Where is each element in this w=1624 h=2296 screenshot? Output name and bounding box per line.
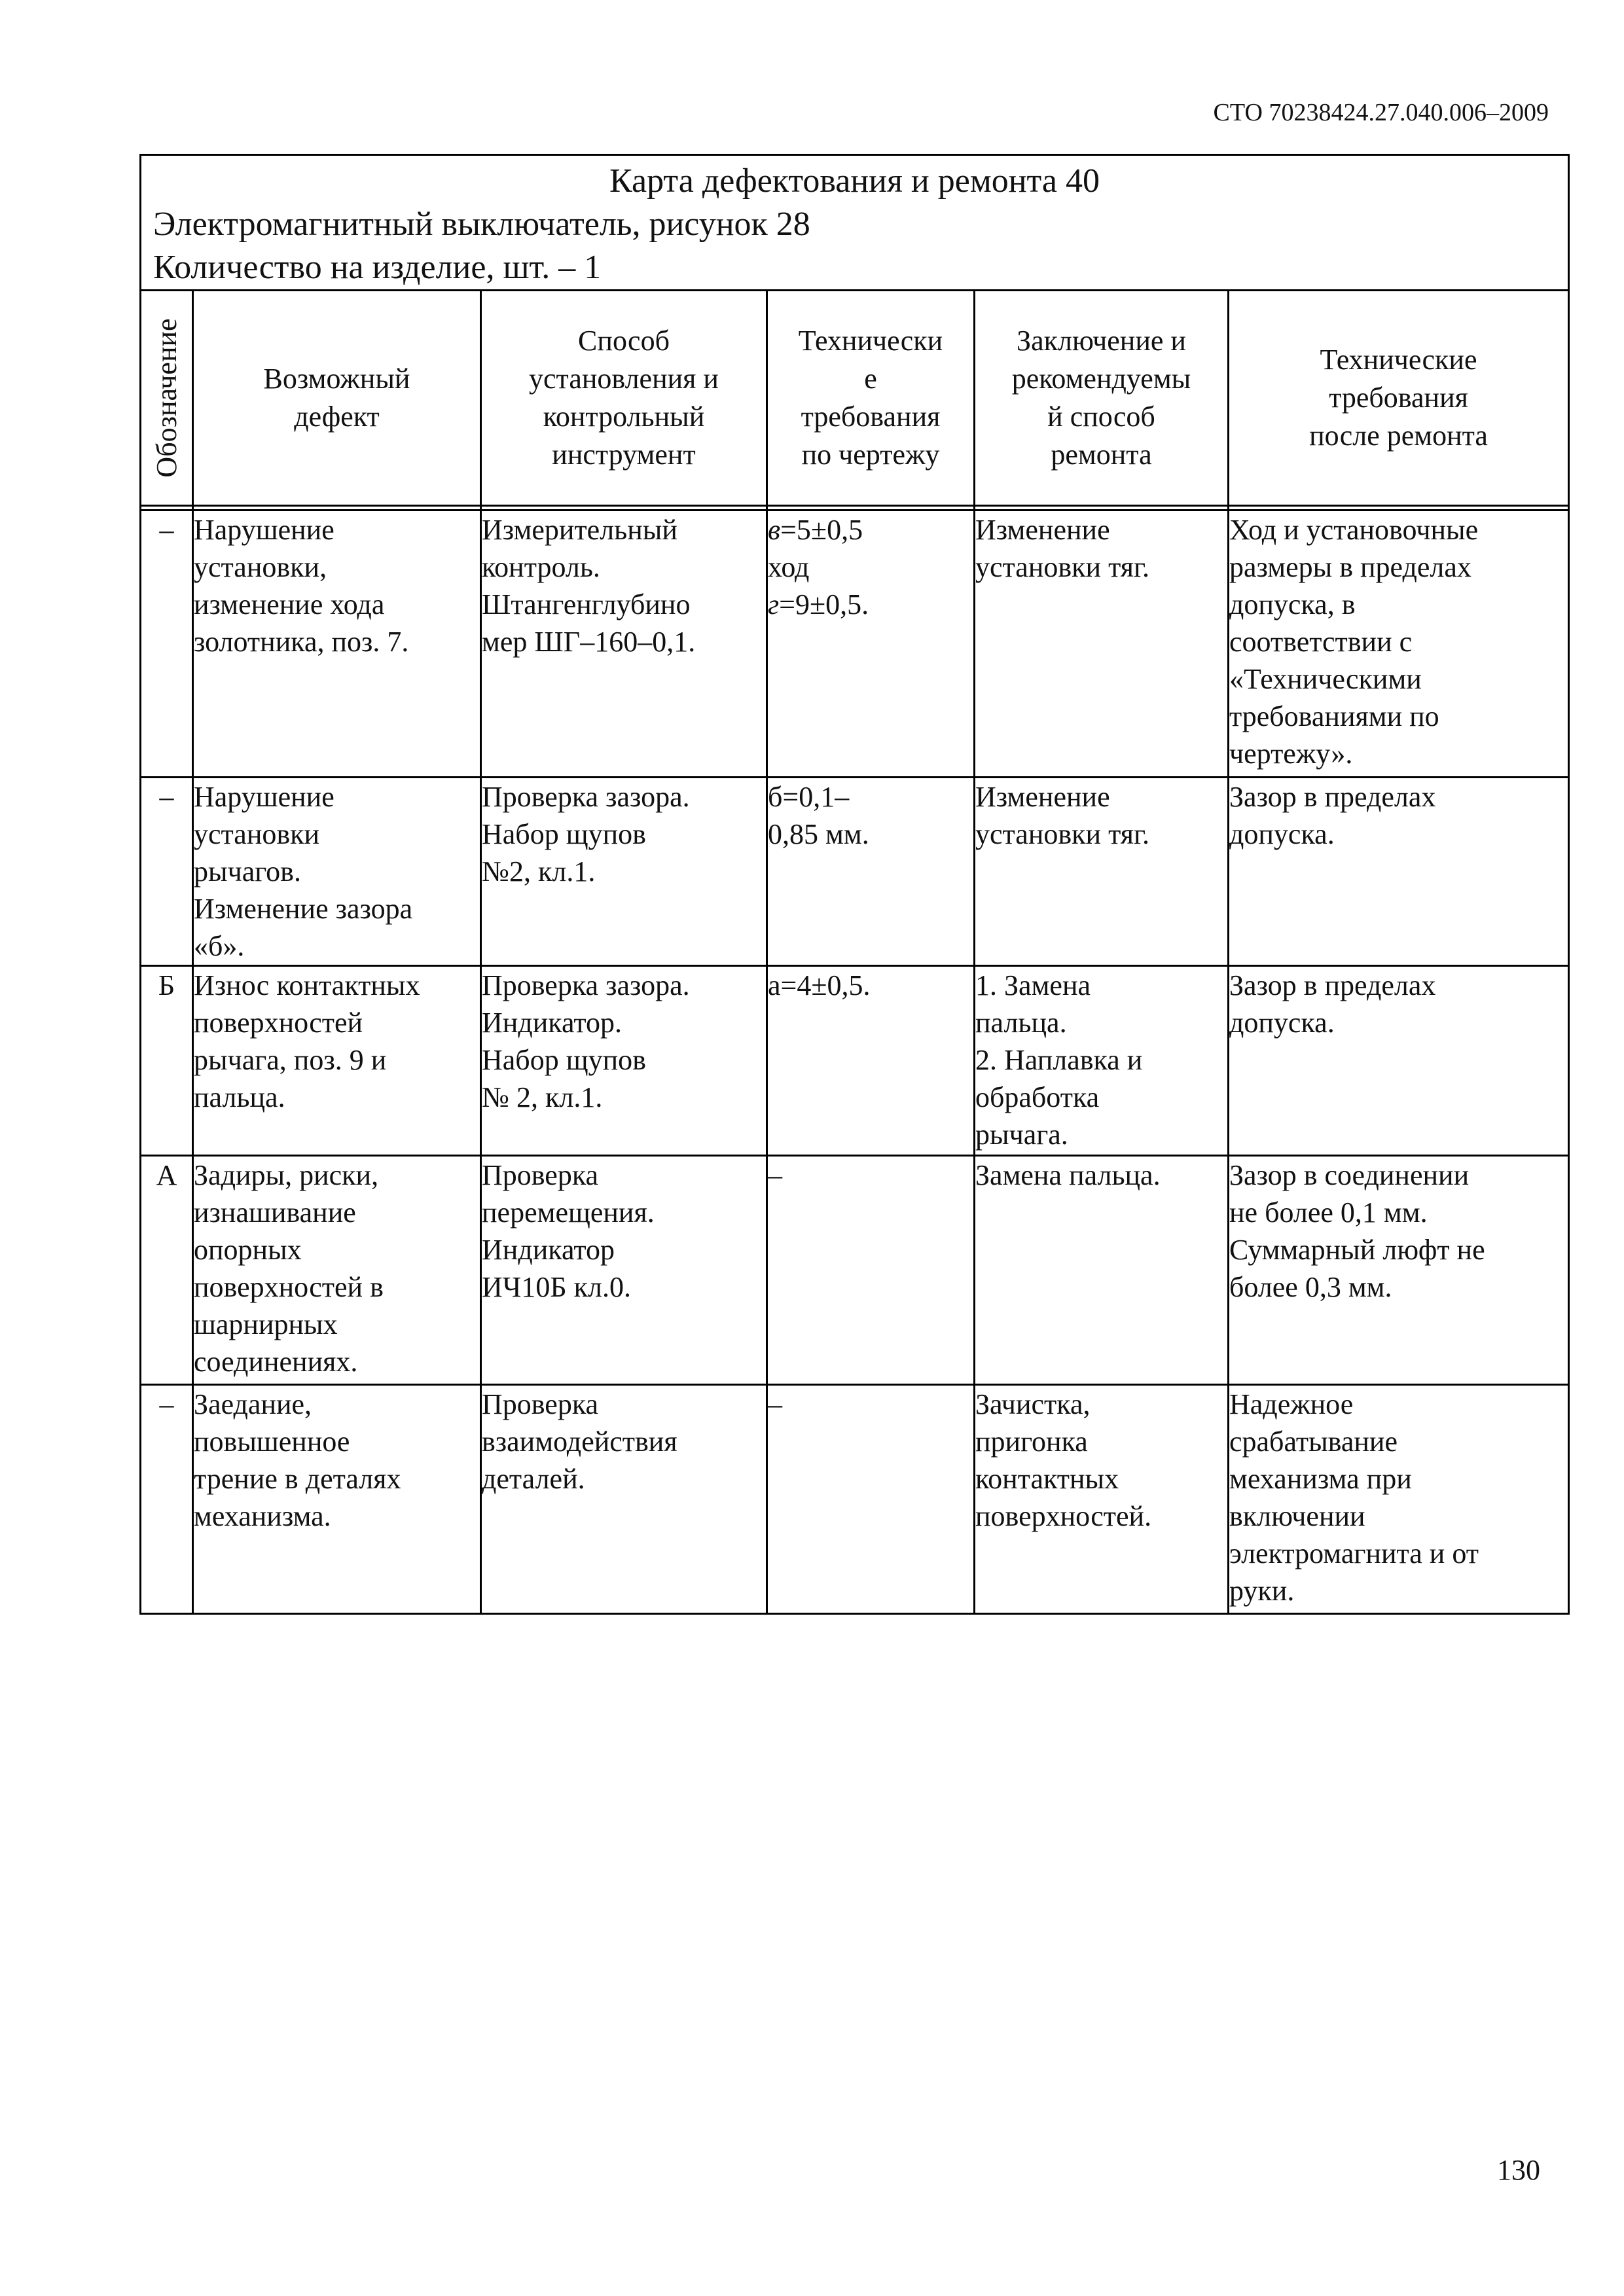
column-header-defect bbox=[193, 291, 481, 506]
header-line: требования bbox=[1329, 382, 1468, 414]
table-row bbox=[141, 778, 1569, 966]
cell-line: более 0,3 мм. bbox=[1229, 1271, 1392, 1303]
header-separator bbox=[141, 506, 1569, 511]
cell-line: Индикатор. bbox=[482, 1007, 623, 1039]
cell-line: Проверка bbox=[482, 1159, 599, 1191]
cell-line: Нарушение bbox=[194, 514, 334, 546]
card-title-block bbox=[141, 155, 1569, 291]
table-row bbox=[141, 966, 1569, 1156]
cell-line: Заедание, bbox=[194, 1388, 312, 1420]
cell-line: Надежное bbox=[1229, 1388, 1354, 1420]
row-defect-cell bbox=[193, 966, 481, 1156]
header-line: контрольный bbox=[543, 401, 705, 433]
header-line: Возможный bbox=[263, 363, 410, 395]
cell-line: допуска. bbox=[1229, 1007, 1335, 1039]
cell-line: мер ШГ–160–0,1. bbox=[482, 626, 696, 658]
header-line: дефект bbox=[294, 401, 380, 433]
cell-line: в=5±0,5 bbox=[768, 514, 863, 546]
cell-line: ход bbox=[768, 551, 810, 583]
cell-line: «б». bbox=[194, 930, 245, 962]
row-conclusion-cell bbox=[975, 1385, 1229, 1614]
row-method-cell bbox=[481, 778, 767, 966]
cell-line: №2, кл.1. bbox=[482, 855, 596, 888]
row-after-repair-cell bbox=[1229, 778, 1569, 966]
cell-line: перемещения. bbox=[482, 1196, 655, 1229]
cell-line: Зазор в пределах bbox=[1229, 969, 1436, 1001]
cell-line: рычага. bbox=[975, 1119, 1068, 1151]
column-header-drawing-req bbox=[767, 291, 975, 506]
cell-line: Индикатор bbox=[482, 1234, 615, 1266]
row-method-cell bbox=[481, 966, 767, 1156]
table-row bbox=[141, 511, 1569, 778]
cell-line: повышенное bbox=[194, 1426, 350, 1458]
table-row bbox=[141, 1156, 1569, 1385]
cell-line: б=0,1– bbox=[768, 781, 850, 813]
cell-line: соответствии с bbox=[1229, 626, 1413, 658]
cell-line: допуска, в bbox=[1229, 588, 1356, 620]
row-method-cell bbox=[481, 511, 767, 778]
header-line: рекомендуемы bbox=[1011, 363, 1191, 395]
row-after-repair-cell bbox=[1229, 966, 1569, 1156]
column-header-mark bbox=[141, 291, 193, 506]
row-drawing-req-cell bbox=[767, 1156, 975, 1385]
cell-line: «Техническими bbox=[1229, 663, 1422, 695]
row-method-cell bbox=[481, 1156, 767, 1385]
cell-line: Штангенглубино bbox=[482, 588, 691, 620]
row-method-cell bbox=[481, 1385, 767, 1614]
row-conclusion-cell bbox=[975, 966, 1229, 1156]
row-mark-cell: – bbox=[141, 511, 193, 778]
cell-line: – bbox=[768, 1159, 782, 1191]
cell-line: срабатывание bbox=[1229, 1426, 1398, 1458]
card-subtitle: Электромагнитный выключатель, рисунок 28 bbox=[153, 206, 810, 243]
row-defect-cell bbox=[193, 511, 481, 778]
header-line: требования bbox=[801, 401, 941, 433]
row-drawing-req-cell bbox=[767, 966, 975, 1156]
row-mark-cell: А bbox=[141, 1156, 193, 1385]
header-line: инструмент bbox=[552, 439, 696, 471]
header-line: ремонта bbox=[1051, 439, 1152, 471]
page-number: 130 bbox=[1497, 2154, 1540, 2186]
row-after-repair-cell bbox=[1229, 1156, 1569, 1385]
cell-line: Зазор в соединении bbox=[1229, 1159, 1470, 1191]
cell-line: Изменение bbox=[975, 781, 1110, 813]
header-line: е bbox=[864, 363, 877, 395]
column-header-method bbox=[481, 291, 767, 506]
row-mark-cell: Б bbox=[141, 966, 193, 1156]
cell-line: Износ контактных bbox=[194, 969, 420, 1001]
row-after-repair-cell bbox=[1229, 1385, 1569, 1614]
cell-line: Зазор в пределах bbox=[1229, 781, 1436, 813]
row-drawing-req-cell bbox=[767, 1385, 975, 1614]
cell-line: контроль. bbox=[482, 551, 600, 583]
cell-line: г=9±0,5. bbox=[768, 588, 869, 620]
cell-line: Зачистка, bbox=[975, 1388, 1091, 1420]
column-header-row bbox=[141, 291, 1569, 506]
row-drawing-req-cell bbox=[767, 778, 975, 966]
cell-line: шарнирных bbox=[194, 1308, 338, 1340]
cell-line: рычагов. bbox=[194, 855, 301, 888]
cell-line: электромагнита и от bbox=[1229, 1537, 1479, 1570]
cell-line: ИЧ10Б кл.0. bbox=[482, 1271, 631, 1303]
document-code: СТО 70238424.27.040.006–2009 bbox=[1213, 99, 1549, 126]
cell-line: пригонка bbox=[975, 1426, 1088, 1458]
cell-line: требованиями по bbox=[1229, 700, 1439, 732]
cell-line: соединениях. bbox=[194, 1346, 358, 1378]
cell-line: пальца. bbox=[975, 1007, 1067, 1039]
cell-line: контактных bbox=[975, 1463, 1119, 1495]
row-mark-cell: – bbox=[141, 1385, 193, 1614]
cell-line: 0,85 мм. bbox=[768, 818, 869, 850]
cell-line: чертежу». bbox=[1229, 738, 1353, 770]
cell-line: Проверка bbox=[482, 1388, 599, 1420]
header-line: й способ bbox=[1047, 401, 1155, 433]
cell-line: Суммарный люфт не bbox=[1229, 1234, 1485, 1266]
cell-line: Задиры, риски, bbox=[194, 1159, 379, 1191]
row-drawing-req-cell bbox=[767, 511, 975, 778]
cell-line: поверхностей. bbox=[975, 1500, 1152, 1532]
table-row bbox=[141, 1385, 1569, 1614]
card-title: Карта дефектования и ремонта 40 bbox=[609, 162, 1100, 200]
defect-repair-card-table bbox=[139, 154, 1570, 1615]
cell-line: размеры в пределах bbox=[1229, 551, 1471, 583]
cell-line: Проверка зазора. bbox=[482, 969, 690, 1001]
cell-line: не более 0,1 мм. bbox=[1229, 1196, 1428, 1229]
cell-line: – bbox=[768, 1388, 782, 1420]
cell-line: изнашивание bbox=[194, 1196, 356, 1229]
card-quantity: Количество на изделие, шт. – 1 bbox=[153, 249, 602, 286]
header-line: по чертежу bbox=[801, 439, 940, 471]
row-conclusion-cell bbox=[975, 778, 1229, 966]
cell-line: взаимодействия bbox=[482, 1426, 677, 1458]
column-header-conclusion bbox=[975, 291, 1229, 506]
cell-line: Изменение bbox=[975, 514, 1110, 546]
cell-line: механизма. bbox=[194, 1500, 331, 1532]
cell-line: а=4±0,5. bbox=[768, 969, 871, 1001]
cell-line: установки тяг. bbox=[975, 818, 1150, 850]
cell-line: Измерительный bbox=[482, 514, 677, 546]
cell-line: трение в деталях bbox=[194, 1463, 401, 1495]
column-header-after-repair bbox=[1229, 291, 1569, 506]
cell-line: изменение хода bbox=[194, 588, 385, 620]
cell-line: механизма при bbox=[1229, 1463, 1412, 1495]
header-line: Технические bbox=[1320, 344, 1477, 376]
cell-line: поверхностей в bbox=[194, 1271, 384, 1303]
cell-line: пальца. bbox=[194, 1081, 285, 1113]
cell-line: деталей. bbox=[482, 1463, 585, 1495]
cell-line: допуска. bbox=[1229, 818, 1335, 850]
cell-line: опорных bbox=[194, 1234, 302, 1266]
header-line: после ремонта bbox=[1309, 420, 1488, 452]
cell-line: установки тяг. bbox=[975, 551, 1150, 583]
cell-line: 1. Замена bbox=[975, 969, 1091, 1001]
cell-line: 2. Наплавка и bbox=[975, 1044, 1143, 1076]
cell-line: Ход и установочные bbox=[1229, 514, 1479, 546]
cell-line: рычага, поз. 9 и bbox=[194, 1044, 387, 1076]
row-defect-cell bbox=[193, 1385, 481, 1614]
cell-line: Набор щупов bbox=[482, 818, 646, 850]
cell-line: Набор щупов bbox=[482, 1044, 646, 1076]
cell-line: включении bbox=[1229, 1500, 1365, 1532]
row-mark-cell: – bbox=[141, 778, 193, 966]
row-conclusion-cell bbox=[975, 511, 1229, 778]
column-header-mark-label: Обозначение bbox=[150, 318, 183, 478]
row-conclusion-cell bbox=[975, 1156, 1229, 1385]
header-line: Технически bbox=[798, 325, 943, 357]
cell-line: руки. bbox=[1229, 1575, 1295, 1607]
cell-line: установки, bbox=[194, 551, 327, 583]
cell-line: Изменение зазора bbox=[194, 893, 413, 925]
cell-line: установки bbox=[194, 818, 320, 850]
cell-line: обработка bbox=[975, 1081, 1100, 1113]
cell-line: поверхностей bbox=[194, 1007, 363, 1039]
row-defect-cell bbox=[193, 778, 481, 966]
header-line: Заключение и bbox=[1017, 325, 1186, 357]
header-line: установления и bbox=[529, 363, 719, 395]
cell-line: золотника, поз. 7. bbox=[194, 626, 409, 658]
header-line: Способ bbox=[578, 325, 670, 357]
row-after-repair-cell bbox=[1229, 511, 1569, 778]
cell-line: Проверка зазора. bbox=[482, 781, 690, 813]
cell-line: Замена пальца. bbox=[975, 1159, 1161, 1191]
row-defect-cell bbox=[193, 1156, 481, 1385]
cell-line: № 2, кл.1. bbox=[482, 1081, 603, 1113]
cell-line: Нарушение bbox=[194, 781, 334, 813]
